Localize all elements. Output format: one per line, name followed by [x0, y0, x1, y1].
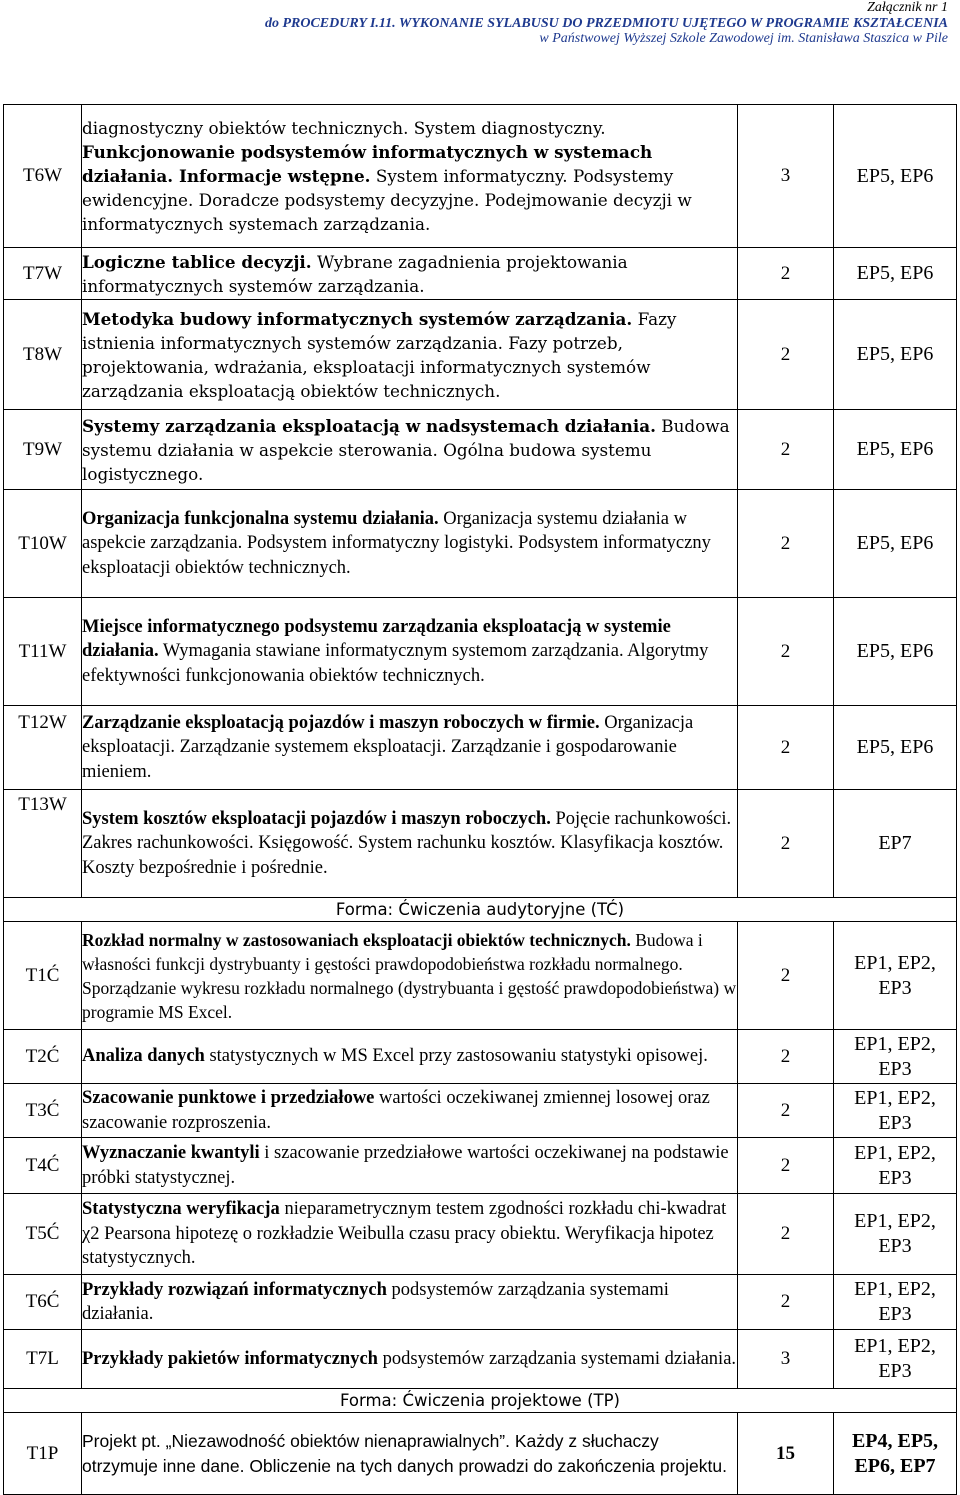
institution-name: w Państwowej Wyższej Szkole Zawodowej im. Stanisława Staszica w Pile — [539, 31, 948, 46]
table-row — [4, 1330, 957, 1389]
topic-hours: 2 — [738, 1275, 834, 1330]
topic-outcomes: EP4, EP5, EP6, EP7 — [834, 1413, 957, 1495]
document-header — [8, 0, 948, 47]
topic-description: Miejsce informatycznego podsystemu zarządzania eksploatacją w systemie działania. Wymagania stawiane informatycznym systemom zarządzania. Algorytmy efektywności funkcjonowania obiektów technicznych. — [82, 598, 738, 706]
topic-code: T13W — [4, 790, 82, 898]
topic-outcomes: EP1, EP2, EP3 — [834, 1194, 957, 1275]
topic-code: T6W — [4, 105, 82, 248]
topic-description: Przykłady pakietów informatycznych podsystemów zarządzania systemami działania. — [82, 1330, 738, 1389]
topic-outcomes: EP5, EP6 — [834, 300, 957, 410]
topic-code: T9W — [4, 410, 82, 490]
topic-description: Systemy zarządzania eksploatacją w nadsystemach działania. Budowa systemu działania w aspekcie sterowania. Ogólna budowa systemu logistycznego. — [82, 410, 738, 490]
topic-hours: 2 — [738, 922, 834, 1030]
annex-label: Załącznik nr 1 — [867, 0, 948, 15]
topic-hours: 2 — [738, 1138, 834, 1194]
topic-outcomes: EP5, EP6 — [834, 105, 957, 248]
topic-outcomes: EP1, EP2, EP3 — [834, 922, 957, 1030]
table-row — [4, 1084, 957, 1138]
topic-outcomes: EP5, EP6 — [834, 706, 957, 790]
topic-code: T1Ć — [4, 922, 82, 1030]
topic-hours: 2 — [738, 706, 834, 790]
topic-outcomes: EP1, EP2, EP3 — [834, 1138, 957, 1194]
topic-hours: 15 — [738, 1413, 834, 1495]
topic-hours: 2 — [738, 790, 834, 898]
topic-outcomes: EP1, EP2, EP3 — [834, 1275, 957, 1330]
topic-hours: 2 — [738, 410, 834, 490]
topic-code: T8W — [4, 300, 82, 410]
topic-code: T10W — [4, 490, 82, 598]
table-row — [4, 1194, 957, 1275]
topic-description: Analiza danych statystycznych w MS Excel przy zastosowaniu statystyki opisowej. — [82, 1030, 738, 1084]
topic-description: Przykłady rozwiązań informatycznych podsystemów zarządzania systemami działania. — [82, 1275, 738, 1330]
form-row — [4, 1389, 957, 1413]
topic-hours: 2 — [738, 300, 834, 410]
topic-hours: 3 — [738, 1330, 834, 1389]
table-row — [4, 1138, 957, 1194]
topic-description: Rozkład normalny w zastosowaniach eksploatacji obiektów technicznych. Budowa i własności funkcji dystrybuanty i gęstości prawdopodobieństwa rozkładu normalnego. Sporządzanie wykresu rozkładu normalnego (dystrybuanta i gęstość prawdopodobieństwa) w programie MS Excel. — [82, 922, 738, 1030]
topic-description: Projekt pt. „Niezawodność obiektów nienaprawialnych”. Każdy z słuchaczy otrzymuje inne dane. Obliczenie na tych danych prowadzi do zakończenia projektu. — [82, 1413, 738, 1495]
topic-description: System kosztów eksploatacji pojazdów i maszyn roboczych. Pojęcie rachunkowości. Zakres rachunkowości. Księgowość. System rachunku kosztów. Klasyfikacja kosztów. Koszty bezpośrednie i pośrednie. — [82, 790, 738, 898]
topic-code: T6Ć — [4, 1275, 82, 1330]
topic-outcomes: EP7 — [834, 790, 957, 898]
topic-description: Organizacja funkcjonalna systemu działania. Organizacja systemu działania w aspekcie zarządzania. Podsystem informatyczny logistyki. Podsystem informatyczny eksploatacji obiektów technicznych. — [82, 490, 738, 598]
topic-code: T12W — [4, 706, 82, 790]
syllabus-table — [3, 104, 957, 1495]
topic-code: T1P — [4, 1413, 82, 1495]
form-heading-exercises: Forma: Ćwiczenia audytoryjne (TĆ) — [4, 898, 957, 922]
topic-hours: 2 — [738, 490, 834, 598]
topic-code: T7W — [4, 248, 82, 300]
form-heading-project: Forma: Ćwiczenia projektowe (TP) — [4, 1389, 957, 1413]
table-row — [4, 922, 957, 1030]
topic-description: Zarządzanie eksploatacją pojazdów i maszyn roboczych w firmie. Organizacja eksploatacji. Zarządzanie systemem eksploatacji. Zarządzanie i gospodarowanie mieniem. — [82, 706, 738, 790]
table-row — [4, 1275, 957, 1330]
topic-code: T3Ć — [4, 1084, 82, 1138]
topic-description: Szacowanie punktowe i przedziałowe wartości oczekiwanej zmiennej losowej oraz szacowanie rozproszenia. — [82, 1084, 738, 1138]
table-row — [4, 248, 957, 300]
topic-code: T5Ć — [4, 1194, 82, 1275]
topic-code: T7L — [4, 1330, 82, 1389]
topic-hours: 2 — [738, 1194, 834, 1275]
topic-code: T2Ć — [4, 1030, 82, 1084]
table-row — [4, 105, 957, 248]
table-row — [4, 790, 957, 898]
topic-outcomes: EP1, EP2, EP3 — [834, 1084, 957, 1138]
topic-description: Statystyczna weryfikacja nieparametrycznym testem zgodności rozkładu chi-kwadrat χ2 Pearsona hipotezę o rozkładzie Weibulla czasu pracy obiektu. Weryfikacja hipotez statystycznych. — [82, 1194, 738, 1275]
topic-code: T11W — [4, 598, 82, 706]
table-row — [4, 410, 957, 490]
topic-hours: 2 — [738, 598, 834, 706]
table-row — [4, 1413, 957, 1495]
topic-description: diagnostyczny obiektów technicznych. System diagnostyczny. Funkcjonowanie podsystemów informatycznych w systemach działania. Informacje wstępne. System informatyczny. Podsystemy ewidencyjne. Doradcze podsystemy decyzyjne. Podejmowanie decyzji w informatycznych systemach zarządzania. — [82, 105, 738, 248]
table-row — [4, 300, 957, 410]
table-row — [4, 598, 957, 706]
topic-hours: 2 — [738, 248, 834, 300]
topic-outcomes: EP5, EP6 — [834, 410, 957, 490]
topic-outcomes: EP5, EP6 — [834, 598, 957, 706]
topic-outcomes: EP1, EP2, EP3 — [834, 1330, 957, 1389]
topic-hours: 3 — [738, 105, 834, 248]
topic-description: Metodyka budowy informatycznych systemów zarządzania. Fazy istnienia informatycznych systemów zarządzania. Fazy potrzeb, projektowania, wdrażania, eksploatacji informatycznych systemów zarządzania eksploatacją obiektów technicznych. — [82, 300, 738, 410]
topic-outcomes: EP5, EP6 — [834, 490, 957, 598]
topic-description: Wyznaczanie kwantyli i szacowanie przedziałowe wartości oczekiwanej na podstawie próbki statystycznej. — [82, 1138, 738, 1194]
topic-hours: 2 — [738, 1030, 834, 1084]
topic-hours: 2 — [738, 1084, 834, 1138]
topic-description: Logiczne tablice decyzji. Wybrane zagadnienia projektowania informatycznych systemów zarządzania. — [82, 248, 738, 300]
form-row — [4, 898, 957, 922]
table-row — [4, 490, 957, 598]
table-row — [4, 706, 957, 790]
table-row — [4, 1030, 957, 1084]
procedure-title: do PROCEDURY I.11. WYKONANIE SYLABUSU DO PRZEDMIOTU UJĘTEGO W PROGRAMIE KSZTAŁCENIA — [264, 15, 948, 31]
topic-code: T4Ć — [4, 1138, 82, 1194]
topic-outcomes: EP5, EP6 — [834, 248, 957, 300]
topic-outcomes: EP1, EP2, EP3 — [834, 1030, 957, 1084]
